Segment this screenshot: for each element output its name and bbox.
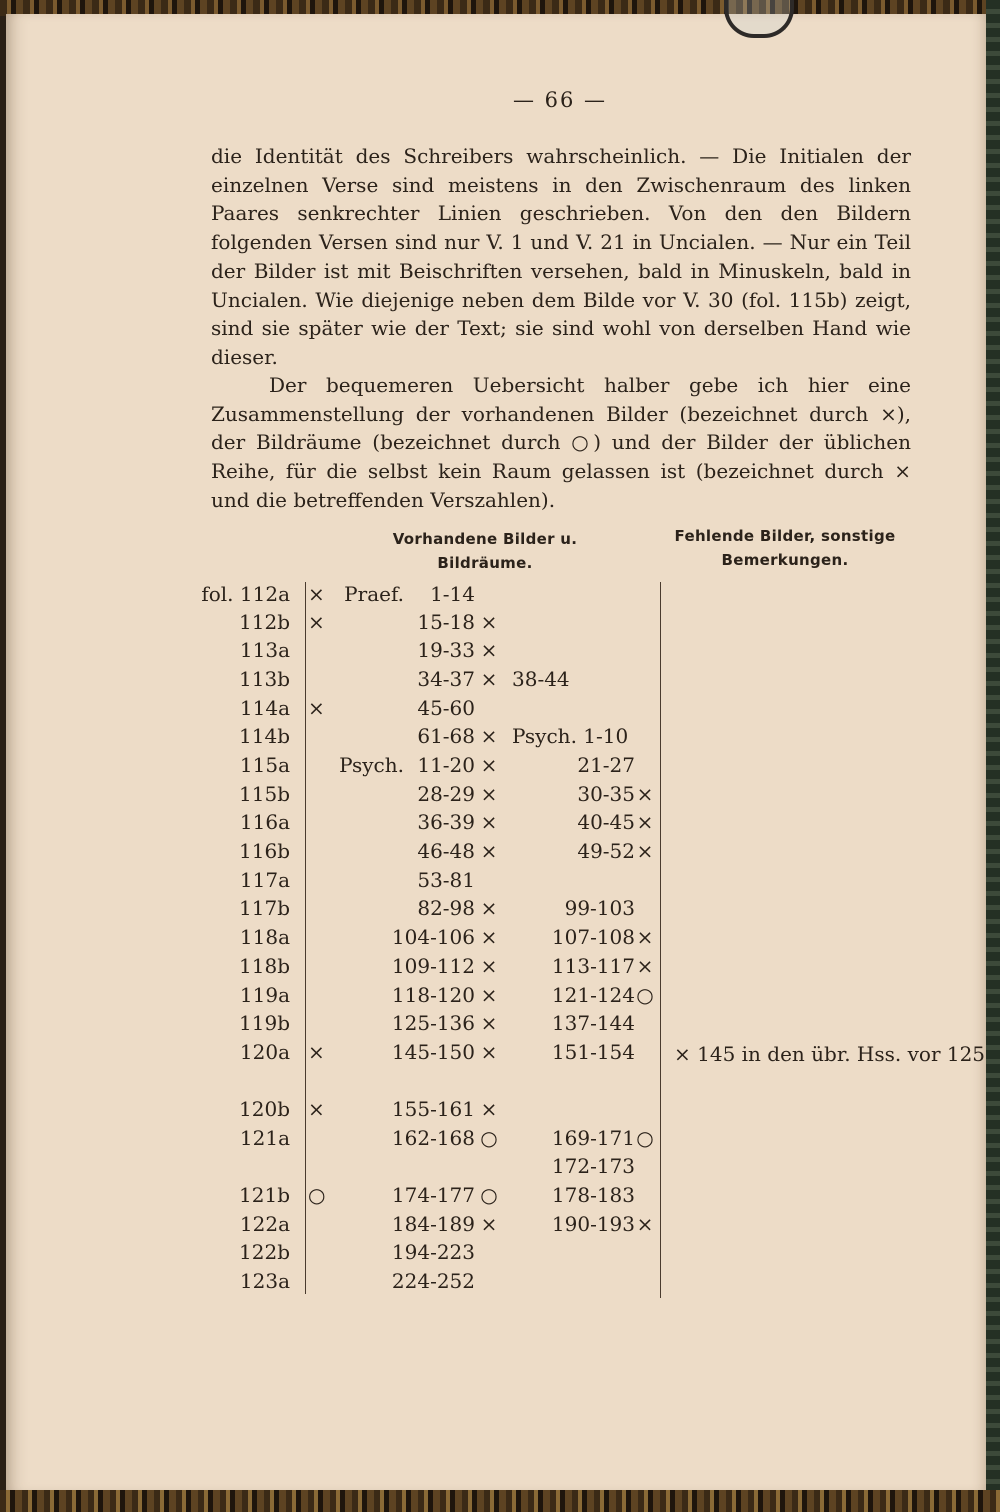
missing-verses: 99-103 — [564, 896, 635, 920]
verse-range: 184-189 — [391, 1212, 475, 1236]
picture-mark: × — [480, 1097, 498, 1121]
folio-label: 121b — [239, 1183, 290, 1207]
verse-range: 104-106 — [391, 925, 475, 949]
folio-label: fol. 112a — [201, 582, 290, 606]
missing-mark: × — [636, 1212, 654, 1236]
table-row — [0, 667, 1000, 696]
folio-label: 119a — [239, 983, 290, 1007]
table-row — [0, 1011, 1000, 1040]
table-row — [0, 1126, 1000, 1155]
missing-verses: 151-154 — [551, 1040, 635, 1064]
table-row — [0, 1269, 1000, 1298]
missing-verses: 190-193 — [551, 1212, 635, 1236]
folio-label: 114a — [239, 696, 290, 720]
table-row — [0, 954, 1000, 983]
folio-label: 118b — [239, 954, 290, 978]
picture-mark: × — [480, 638, 498, 662]
missing-verses: 113-117 — [551, 954, 635, 978]
missing-verses: 21-27 — [577, 753, 635, 777]
margin-mark: ○ — [308, 1183, 326, 1207]
verse-range: 174-177 — [391, 1183, 475, 1207]
verse-range: 145-150 — [391, 1040, 475, 1064]
verse-range: 125-136 — [391, 1011, 475, 1035]
page-number: — 66 — — [512, 88, 608, 112]
table-row — [0, 896, 1000, 925]
picture-mark: × — [480, 667, 498, 691]
verse-range: 36-39 — [417, 810, 475, 834]
folio-label: 122b — [239, 1240, 290, 1264]
column-header-missing-line-2: Bemerkungen. — [721, 551, 849, 569]
picture-mark: × — [480, 1212, 498, 1236]
folio-label: 118a — [239, 925, 290, 949]
picture-mark: ○ — [480, 1183, 498, 1207]
table-row — [0, 582, 1000, 611]
missing-mark: ○ — [636, 1126, 654, 1150]
extra-verses: Psych. 1-10 — [512, 724, 629, 748]
column-header-missing-line-1: Fehlende Bilder, sonstige — [674, 527, 896, 545]
table-row — [0, 1040, 1000, 1069]
verse-range: 46-48 — [417, 839, 475, 863]
folio-label: 123a — [239, 1269, 290, 1293]
folio-label: 119b — [239, 1011, 290, 1035]
picture-mark: × — [480, 782, 498, 806]
verse-range: 45-60 — [417, 696, 475, 720]
table-row — [0, 1154, 1000, 1183]
table-row — [0, 868, 1000, 897]
picture-mark: × — [480, 983, 498, 1007]
verse-range: 19-33 — [417, 638, 475, 662]
folio-label: 113a — [239, 638, 290, 662]
folio-label: 115a — [239, 753, 290, 777]
missing-verses: 49-52 — [577, 839, 635, 863]
table-row — [0, 983, 1000, 1012]
folio-label: 117a — [239, 868, 290, 892]
prefix-label: Psych. — [339, 753, 404, 777]
table-row — [0, 810, 1000, 839]
table-row — [0, 839, 1000, 868]
column-header-present-line-2: Bildräume. — [437, 554, 533, 572]
folio-label: 112b — [239, 610, 290, 634]
verse-range: 155-161 — [391, 1097, 475, 1121]
remark: × 145 in den übr. Hss. vor 125 — [674, 1042, 986, 1066]
missing-verses: 107-108 — [551, 925, 635, 949]
paragraph-2-text: Der bequemeren Uebersicht halber gebe ich hier eine Zusammenstellung der vorhandenen Bilder (bezeichnet durch ×), der Bildräume (bezeichnet durch ○) und der Bilder der üblichen Reihe, für die selbst kein Raum gelassen ist (bezeichnet durch × und die betreffenden Verszahlen). — [211, 373, 911, 512]
folio-label: 114b — [239, 724, 290, 748]
margin-mark: × — [308, 1097, 325, 1121]
picture-mark: × — [480, 610, 498, 634]
folio-label: 116a — [239, 810, 290, 834]
verse-range: 61-68 — [417, 724, 475, 748]
verse-range: 162-168 — [391, 1126, 475, 1150]
margin-mark: × — [308, 610, 325, 634]
folio-label: 116b — [239, 839, 290, 863]
margin-mark: × — [308, 1040, 325, 1064]
folio-label: 113b — [239, 667, 290, 691]
missing-mark: ○ — [636, 983, 654, 1007]
verse-range: 11-20 — [417, 753, 475, 777]
verse-range: 53-81 — [417, 868, 475, 892]
table-row — [0, 925, 1000, 954]
missing-verses: 121-124 — [551, 983, 635, 1007]
verse-range: 194-223 — [391, 1240, 475, 1264]
missing-verses: 172-173 — [551, 1154, 635, 1178]
missing-verses: 30-35 — [577, 782, 635, 806]
missing-verses: 40-45 — [577, 810, 635, 834]
folio-label: 120b — [239, 1097, 290, 1121]
table-row — [0, 724, 1000, 753]
picture-mark: × — [480, 810, 498, 834]
paragraph-1-text: die Identität des Schreibers wahrscheinlich. — Die Initialen der einzelnen Verse sind meistens in den Zwischenraum des linken Paares senkrechter Linien geschrieben. Von den den Bildern folgenden Versen sind nur V. 1 und V. 21 in Uncialen. — Nur ein Teil der Bilder ist mit Beischriften versehen, bald in Minuskeln, bald in Uncialen. Wie diejenige neben dem Bilde vor V. 30 (fol. 115b) zeigt, sind sie später wie der Text; sie sind wohl von derselben Hand wie dieser. — [211, 144, 911, 369]
table-row — [0, 1212, 1000, 1241]
verse-range: 34-37 — [417, 667, 475, 691]
picture-mark: × — [480, 724, 498, 748]
picture-mark: × — [480, 896, 498, 920]
table-row — [0, 1240, 1000, 1269]
margin-mark: × — [308, 696, 325, 720]
missing-verses: 169-171 — [551, 1126, 635, 1150]
extra-verses: 38-44 — [512, 667, 570, 691]
folio-label: 120a — [239, 1040, 290, 1064]
folio-label: 117b — [239, 896, 290, 920]
prefix-label: Praef. — [344, 582, 404, 606]
table-row — [0, 610, 1000, 639]
picture-mark: × — [480, 925, 498, 949]
picture-mark: × — [480, 753, 498, 777]
picture-mark: × — [480, 1040, 498, 1064]
verse-range: 109-112 — [391, 954, 475, 978]
folio-label: 121a — [239, 1126, 290, 1150]
verse-range: 28-29 — [417, 782, 475, 806]
missing-mark: × — [636, 954, 654, 978]
verse-range: 15-18 — [417, 610, 475, 634]
verse-range: 118-120 — [391, 983, 475, 1007]
picture-mark: × — [480, 839, 498, 863]
missing-mark: × — [636, 925, 654, 949]
table-row — [0, 638, 1000, 667]
verse-range: 1-14 — [430, 582, 475, 606]
verse-range: 82-98 — [417, 896, 475, 920]
table-row — [0, 1183, 1000, 1212]
table-row — [0, 753, 1000, 782]
verse-range: 224-252 — [391, 1269, 475, 1293]
missing-mark: × — [636, 782, 654, 806]
table-row — [0, 696, 1000, 725]
missing-verses: 178-183 — [551, 1183, 635, 1207]
missing-mark: × — [636, 810, 654, 834]
margin-mark: × — [308, 582, 325, 606]
folio-label: 122a — [239, 1212, 290, 1236]
missing-mark: × — [636, 839, 654, 863]
folio-label: 115b — [239, 782, 290, 806]
column-header-present-line-1: Vorhandene Bilder u. — [392, 530, 578, 548]
table-row — [0, 782, 1000, 811]
missing-verses: 137-144 — [551, 1011, 635, 1035]
book-binding-bottom — [0, 1490, 1000, 1512]
table-row — [0, 1097, 1000, 1126]
picture-mark: × — [480, 954, 498, 978]
picture-mark: ○ — [480, 1126, 498, 1150]
picture-mark: × — [480, 1011, 498, 1035]
